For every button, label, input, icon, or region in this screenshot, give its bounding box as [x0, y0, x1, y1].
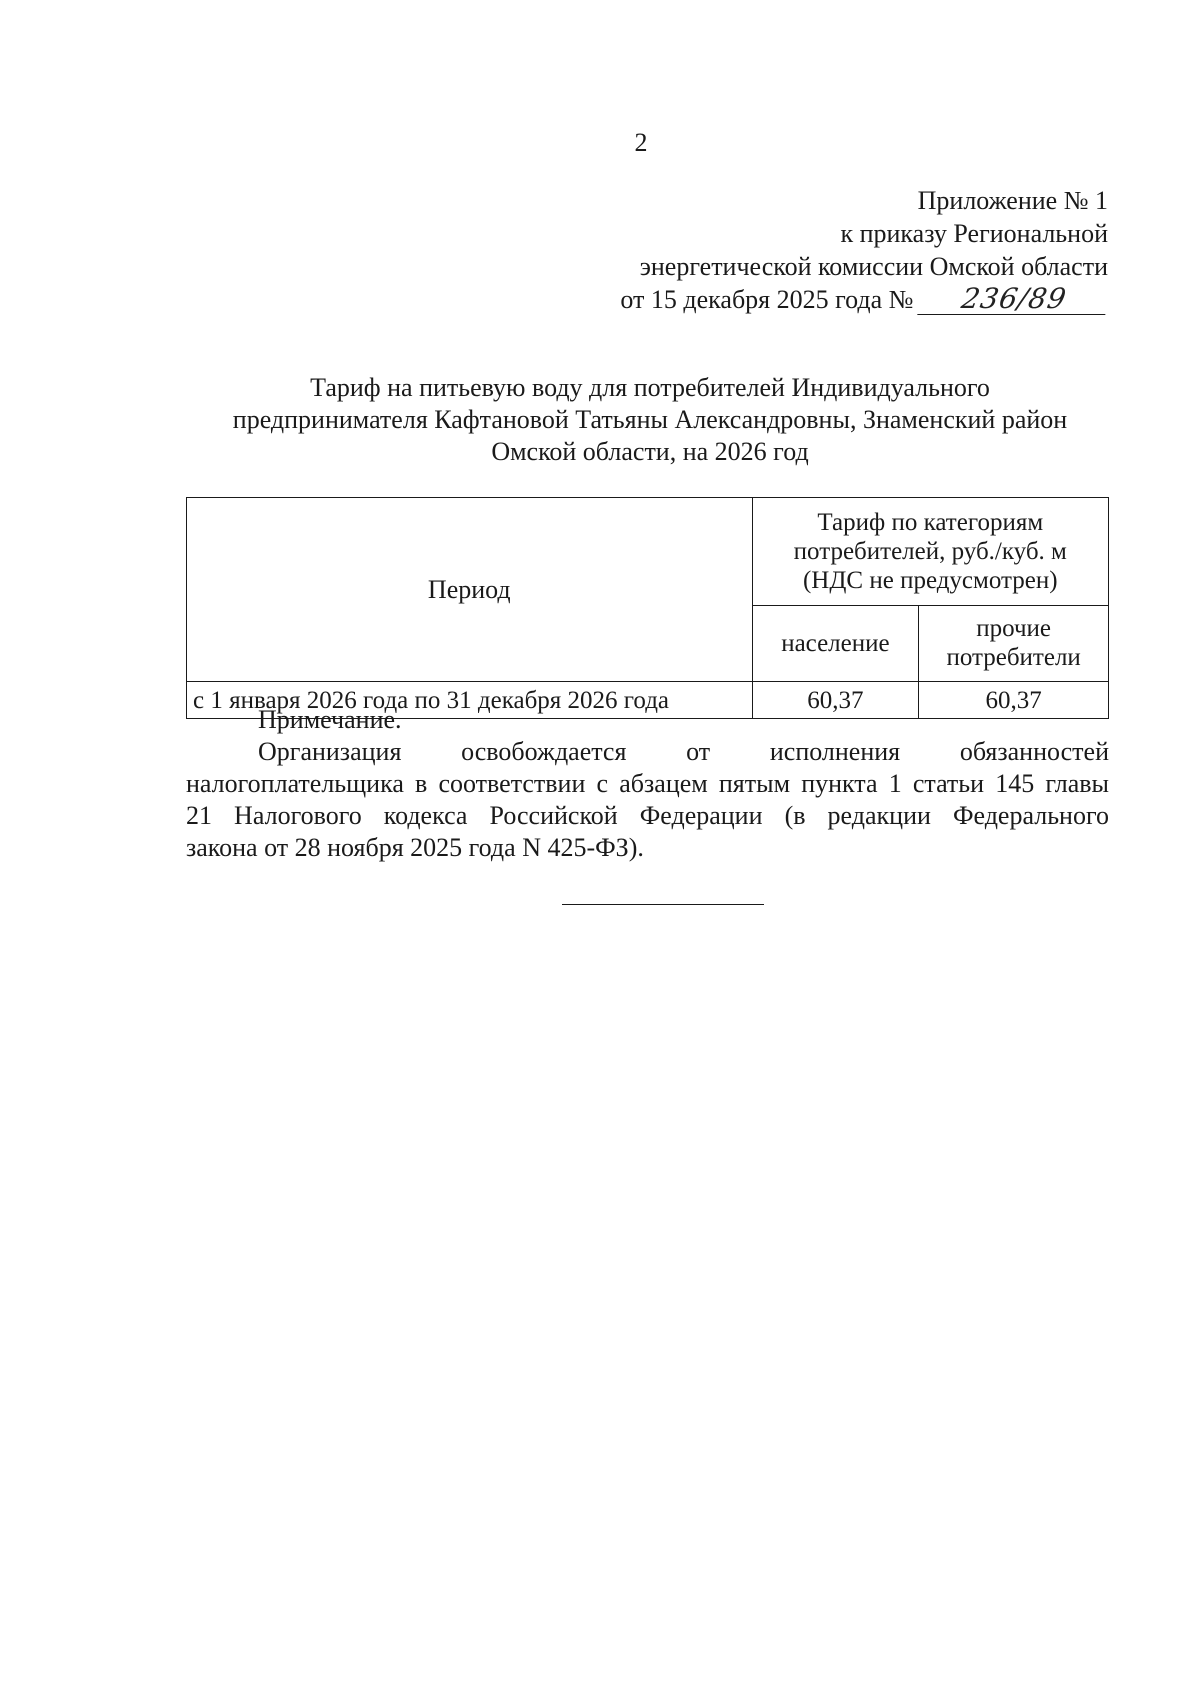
tariff-table [186, 497, 1109, 719]
appendix-order-reference: к приказу Региональной [840, 219, 1108, 248]
header-other-consumers [919, 605, 1109, 681]
appendix-commission-name: энергетической комиссии Омской области [639, 252, 1108, 281]
header-tariff-line-2: потребителей, руб./куб. м [793, 537, 1067, 565]
row-other-tariff: 60,37 [919, 682, 1109, 719]
page-number: 2 [634, 128, 648, 157]
appendix-order-date: от 15 декабря 2025 года № [620, 285, 914, 314]
note-line-1: Организация освобождается от исполнения обязанностей [258, 737, 1109, 766]
appendix-number: Приложение № 1 [917, 186, 1108, 215]
note-title: Примечание. [258, 705, 402, 734]
row-population-tariff: 60,37 [752, 682, 919, 719]
row-period: с 1 января 2026 года по 31 декабря 2026 года [187, 682, 753, 719]
header-tariff-line-1: Тариф по категориям [817, 508, 1044, 536]
title-line-1: Тариф на питьевую воду для потребителей Индивидуального [310, 373, 990, 402]
title-line-2: предпринимателя Кафтановой Татьяны Александровны, Знаменский район [232, 405, 1068, 434]
handwritten-order-number: 236/89 [917, 284, 1110, 315]
appendix-header [620, 184, 1108, 316]
header-population: население [752, 605, 919, 681]
header-other-line-2: потребители [946, 644, 1081, 672]
note-line-4: закона от 28 ноября 2025 года N 425-ФЗ). [186, 833, 644, 862]
title-line-3: Омской области, на 2026 год [491, 437, 809, 466]
end-separator-line [562, 904, 764, 905]
note-line-2: налогоплательщика в соответствии с абзацем пятым пункта 1 статьи 145 главы [186, 769, 1109, 798]
header-tariff [752, 498, 1108, 606]
document-title [180, 372, 1120, 468]
note-line-3: 21 Налогового кодекса Российской Федерации (в редакции Федерального [186, 801, 1109, 830]
appendix-order-date-line [620, 283, 1108, 316]
note-section [186, 704, 1109, 864]
table-header-row [187, 498, 1109, 606]
header-period: Период [187, 498, 753, 682]
header-other-line-1: прочие [976, 615, 1052, 643]
header-tariff-line-3: (НДС не предусмотрен) [802, 566, 1058, 594]
